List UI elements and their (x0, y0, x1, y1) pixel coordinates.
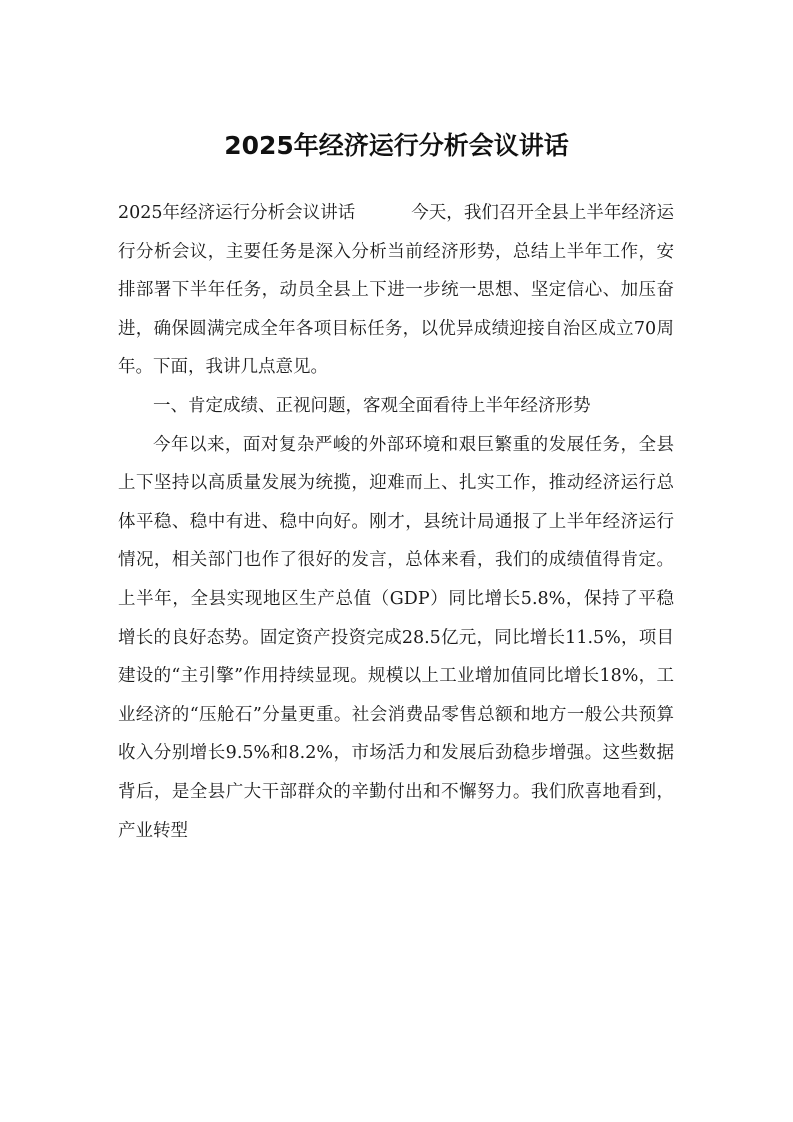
intro-heading: 2025年经济运行分析会议讲话 (118, 203, 356, 223)
document-body (118, 194, 674, 850)
opening-paragraph (118, 194, 674, 387)
paragraph-2: 今年以来，面对复杂严峻的外部环境和艰巨繁重的发展任务，全县上下坚持以高质量发展为统揽，迎难而上、扎实工作，推动经济运行总体平稳、稳中有进、稳中向好。刚才，县统计局通报了上半年经济运行情况，相关部门也作了很好的发言，总体来看，我们的成绩值得肯定。上半年，全县实现地区生产总值（GDP）同比增长5.8%，保持了平稳增长的良好态势。固定资产投资完成28.5亿元，同比增长11.5%，项目建设的“主引擎”作用持续显现。规模以上工业增加值同比增长18%，工业经济的“压舱石”分量更重。社会消费品零售总额和地方一般公共预算收入分别增长9.5%和8.2%，市场活力和发展后劲稳步增强。这些数据背后，是全县广大干部群众的辛勤付出和不懈努力。我们欣喜地看到，产业转型 (118, 434, 674, 841)
document-title: 2025年经济运行分析会议讲话 (224, 131, 569, 160)
section-heading-1: 一、肯定成绩、正视问题，客观全面看待上半年经济形势 (153, 395, 591, 416)
paragraph-1: 今天，我们召开全县上半年经济运行分析会议，主要任务是深入分析当前经济形势，总结上半年工作，安排部署下半年任务，动员全县上下进一步统一思想、坚定信心、加压奋进，确保圆满完成全年各项目标任务，以优异成绩迎接自治区成立70周年。下面，我讲几点意见。 (118, 203, 675, 378)
